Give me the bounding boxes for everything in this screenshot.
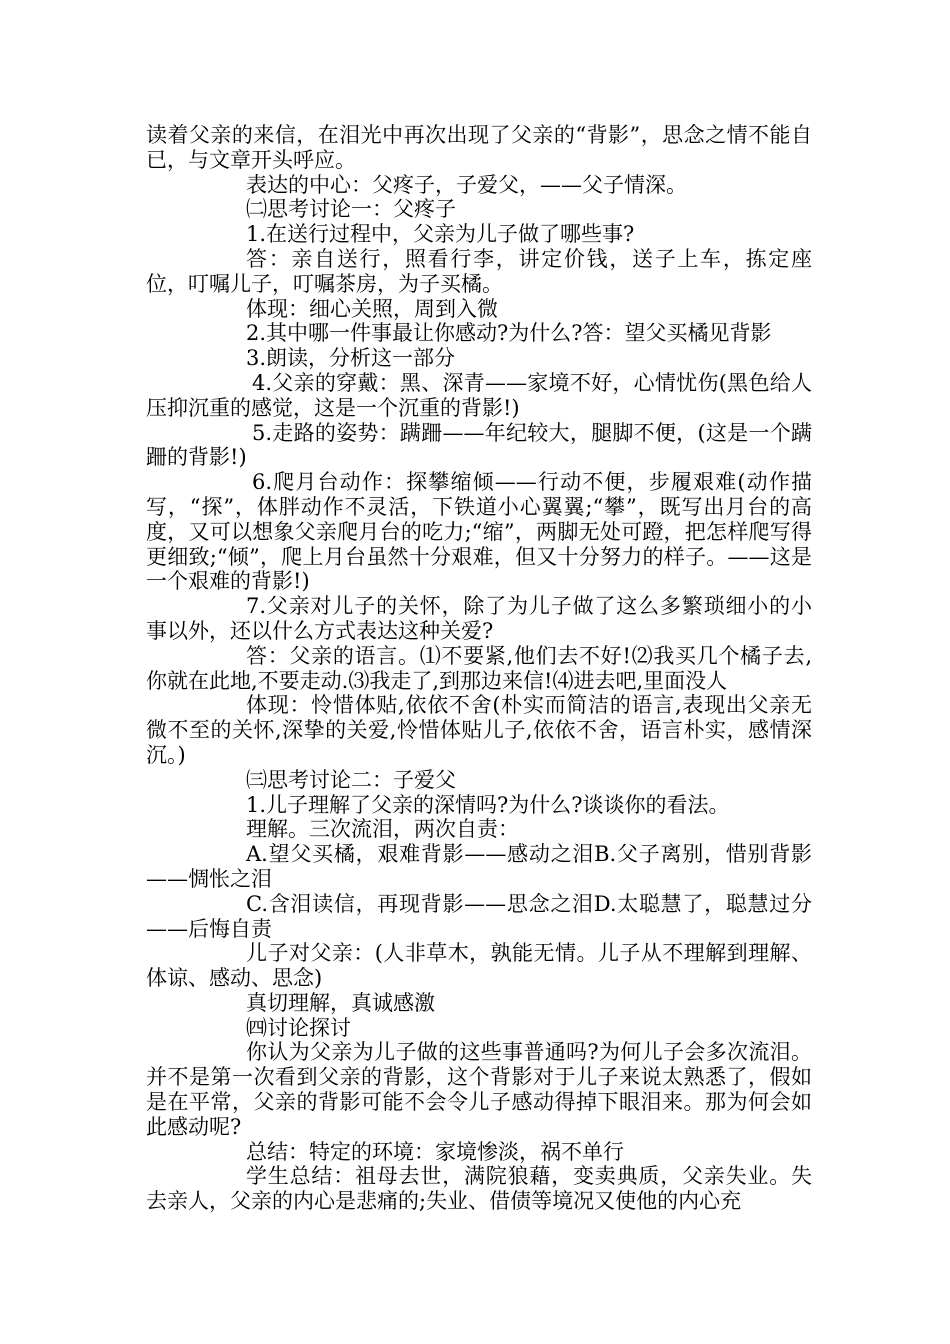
question: 1.在送行过程中，父亲为儿子做了哪些事? [246,222,635,247]
paragraph: A.望父买橘，艰难背影——感动之泪B.父子离别，惜别背影——惆怅之泪 [146,842,812,891]
question: 7.父亲对儿子的关怀，除了为儿子做了这么多繁琐细小的小事以外，还以什么方式表达这种关爱? [146,594,812,643]
paragraph: 总结：特定的环境：家境惨淡，祸不单行 [246,1139,624,1164]
paragraph: 读着父亲的来信，在泪光中再次出现了父亲的“背影”，思念之情不能自已，与文章开头呼应。 [146,123,812,172]
paragraph: 5.走路的姿势：蹒跚——年纪较大，腿脚不便，(这是一个蹒跚的背影!) [146,420,812,470]
paragraph: 体现：细心关照，周到入微 [246,296,498,321]
paragraph: 真切理解，真诚感激 [246,990,435,1015]
paragraph: 理解。三次流泪，两次自责： [246,817,519,842]
paragraph: 你认为父亲为儿子做的这些事普通吗?为何儿子会多次流泪。并不是第一次看到父亲的背影，这个背影对于儿子来说太熟悉了，假如是在平常，父亲的背影可能不会令儿子感动得掉下眼泪来。那为何会如此感动呢? [146,1040,812,1139]
paragraph: 表达的中心：父疼子，子爱父，——父子情深。 [246,172,687,197]
question: 2.其中哪一件事最让你感动?为什么?答：望父买橘见背影 [246,321,772,346]
document-body [146,123,812,1214]
answer: 答：亲自送行，照看行李，讲定价钱，送子上车，拣定座位，叮嘱儿子，叮嘱茶房，为子买橘。 [146,246,812,296]
paragraph: 学生总结：祖母去世，满院狼藉，变卖典质，父亲失业。失去亲人，父亲的内心是悲痛的;失业、借债等境况又使他的内心充 [146,1164,812,1214]
section-heading: ㈣讨论探讨 [246,1015,351,1040]
section-heading: ㈡思考讨论一：父疼子 [246,197,456,222]
answer: 答：父亲的语言。⑴不要紧,他们去不好!⑵我买几个橘子去,你就在此地,不要走动.⑶我走了,到那边来信!⑷进去吧,里面没人 [146,643,812,693]
paragraph: 4.父亲的穿戴：黑、深青——家境不好，心情忧伤(黑色给人压抑沉重的感觉，这是一个沉重的背影!) [146,370,812,420]
section-heading: ㈢思考讨论二：子爱父 [246,767,456,792]
question: 1.儿子理解了父亲的深情吗?为什么?谈谈你的看法。 [246,792,730,817]
paragraph: C.含泪读信，再现背影——思念之泪D.太聪慧了，聪慧过分——后悔自责 [146,891,812,941]
paragraph: 6.爬月台动作：探攀缩倾——行动不便，步履艰难(动作描写，“探”，体胖动作不灵活，下铁道小心翼翼;“攀”，既写出月台的高度，又可以想象父亲爬月台的吃力;“缩”，两脚无处可蹬，把怎样爬写得更细致;“倾”，爬上月台虽然十分艰难，但又十分努力的样子。——这是一个艰难的背影!) [146,470,812,594]
paragraph: 体现：怜惜体贴,依依不舍(朴实而简洁的语言,表现出父亲无微不至的关怀,深挚的关爱,怜惜体贴儿子,依依不舍，语言朴实，感情深沉。) [146,693,812,767]
paragraph: 儿子对父亲：(人非草木，孰能无情。儿子从不理解到理解、体谅、感动、思念) [146,941,812,991]
paragraph: 3.朗读，分析这一部分 [246,346,456,371]
